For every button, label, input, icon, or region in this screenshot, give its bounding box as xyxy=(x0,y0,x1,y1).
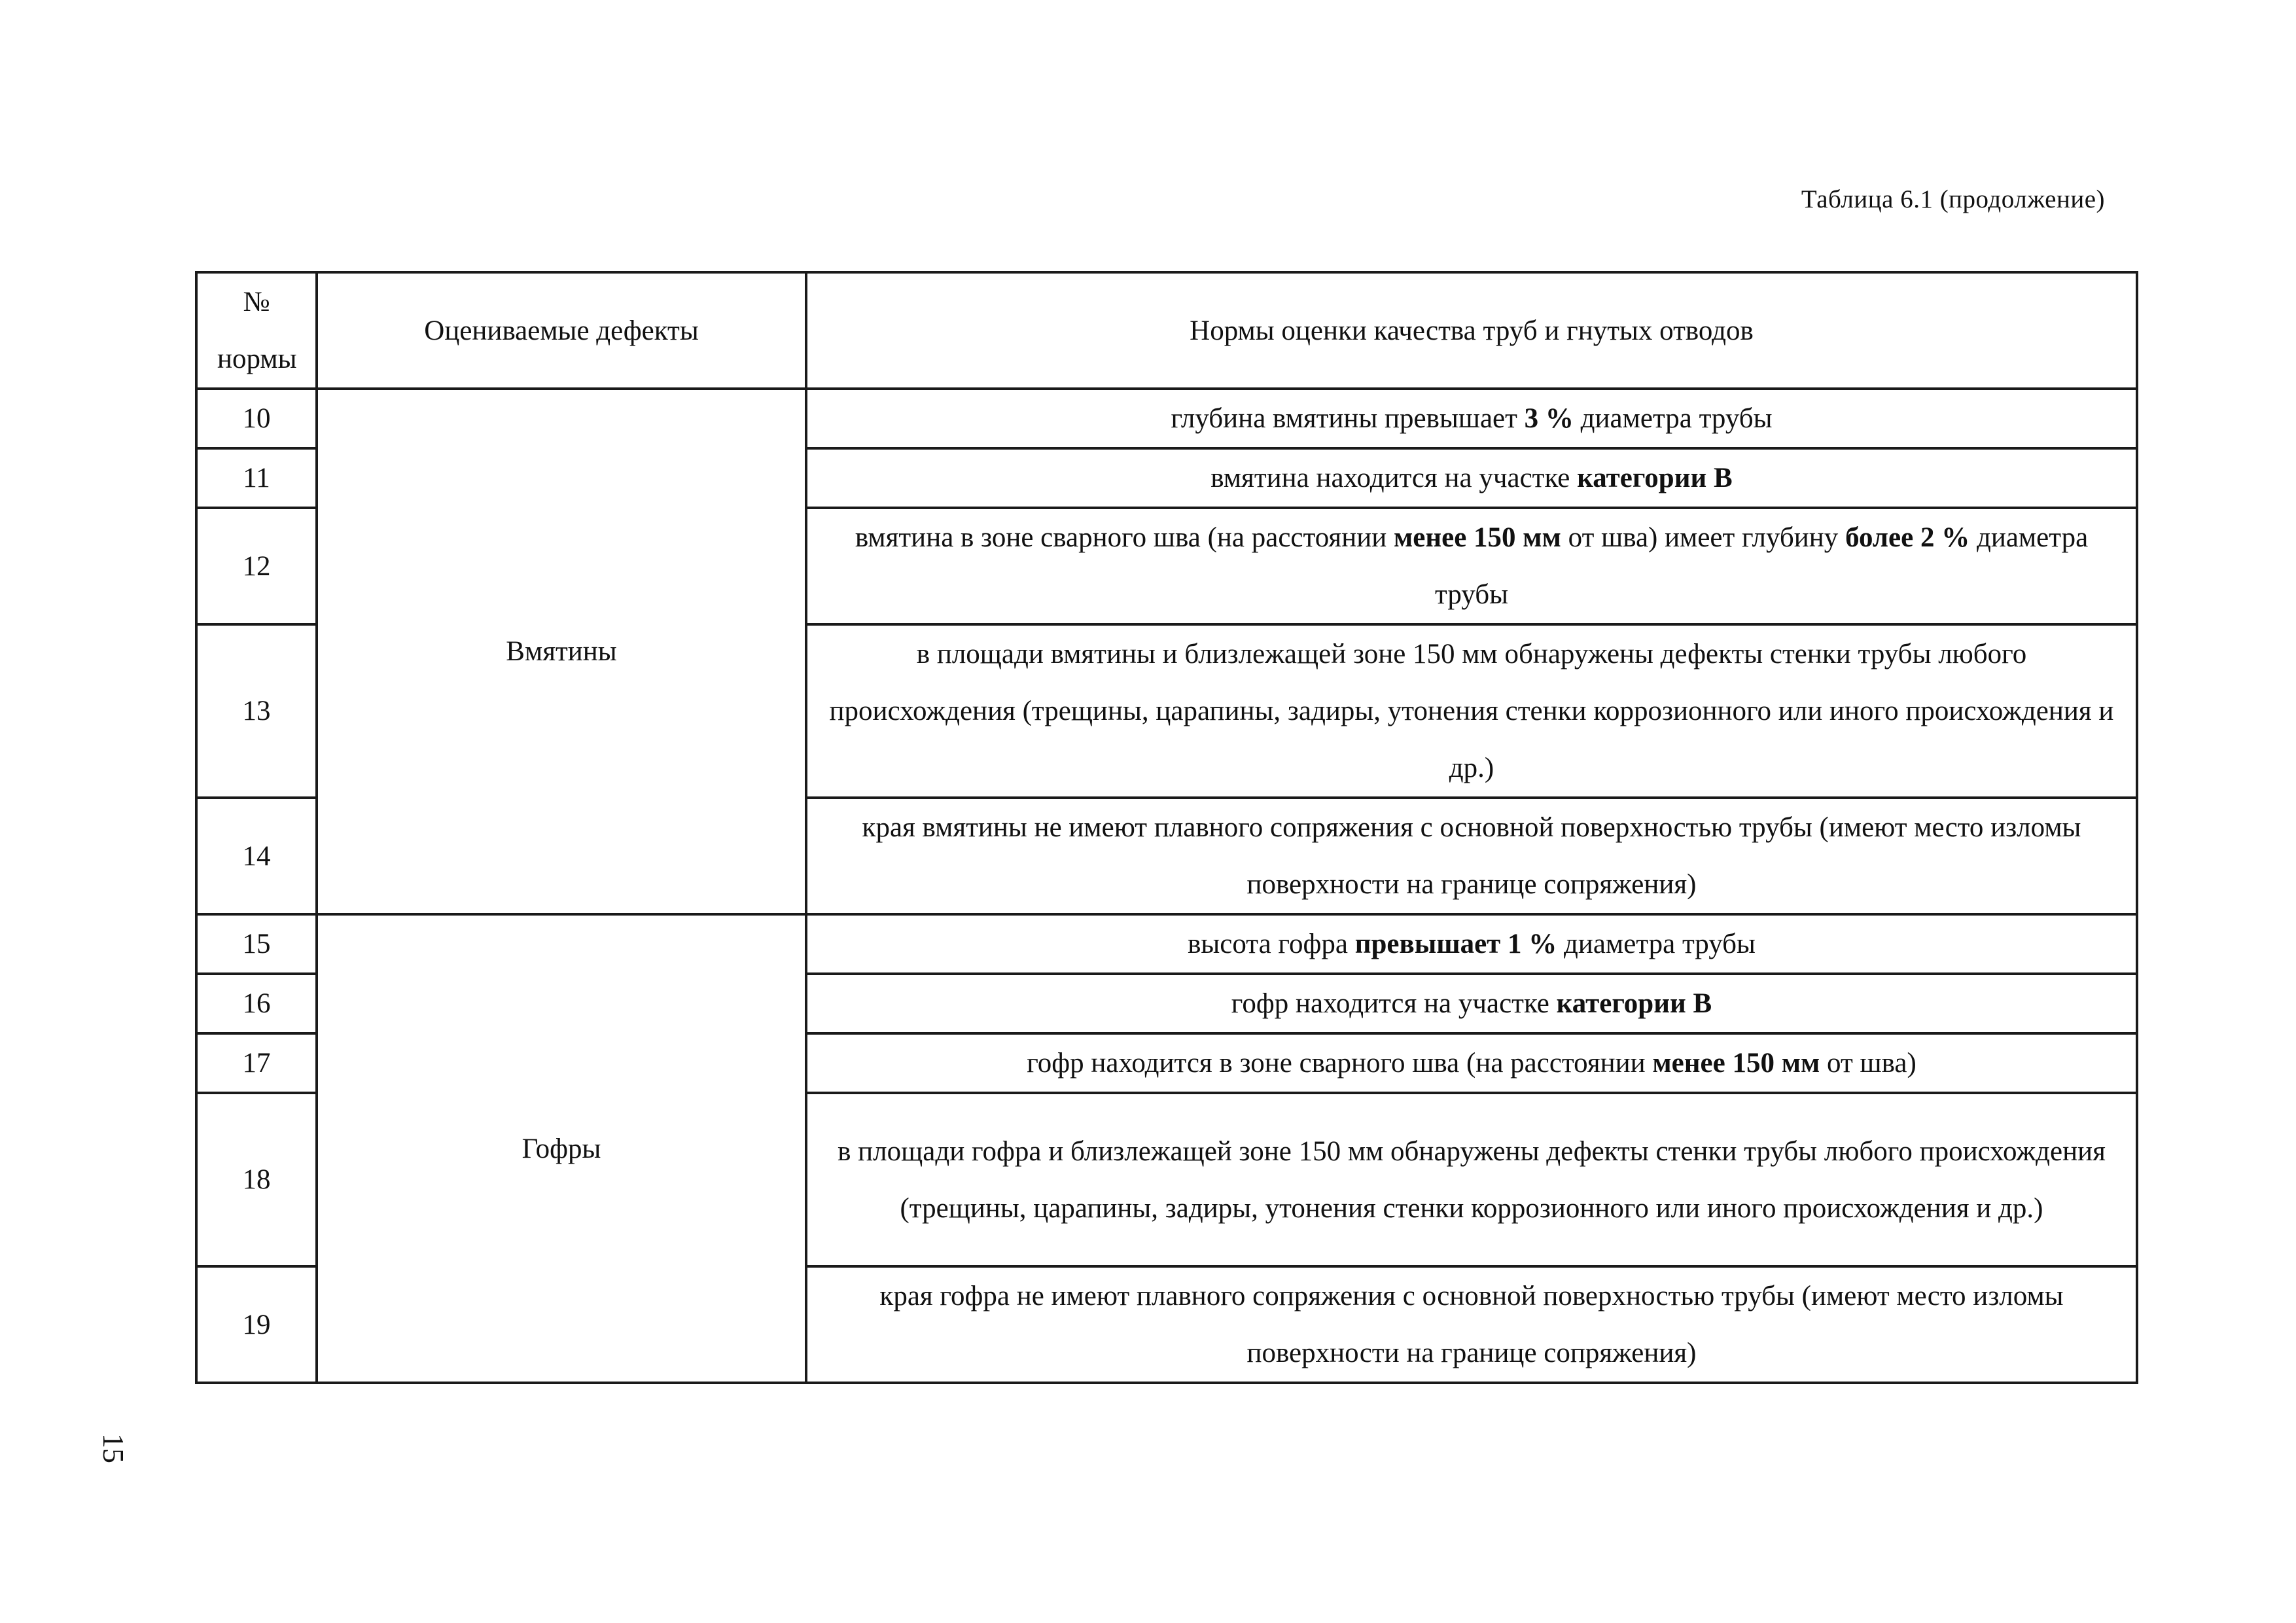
norm-number: 10 xyxy=(196,389,317,448)
header-norm-number-symbol: № xyxy=(243,287,270,317)
norm-text xyxy=(806,974,2137,1033)
norm-text-segment: диаметра трубы xyxy=(1435,522,2089,610)
norm-text xyxy=(806,508,2137,624)
table-row xyxy=(196,389,2137,448)
norm-text-emphasis: категории В xyxy=(1556,988,1712,1019)
norm-text xyxy=(806,914,2137,974)
norm-number: 11 xyxy=(196,448,317,508)
norm-text xyxy=(806,448,2137,508)
norm-text xyxy=(806,1266,2137,1383)
header-norms: Нормы оценки качества труб и гнутых отводов xyxy=(806,272,2137,389)
norm-text-segment: высота гофра xyxy=(1188,929,1355,959)
page-number: 15 xyxy=(97,1433,130,1463)
norm-text-segment: диаметра трубы xyxy=(1573,403,1773,434)
norm-number: 12 xyxy=(196,508,317,624)
norm-text-emphasis: более 2 % xyxy=(1845,522,1970,553)
norm-text xyxy=(806,1033,2137,1093)
norm-text-segment: края гофра не имеют плавного сопряжения с основной поверхностью трубы (имеют место изломы поверхности на границе сопряжения) xyxy=(879,1281,2064,1368)
norm-text-segment: вмятина в зоне сварного шва (на расстоянии xyxy=(855,522,1394,553)
norm-text xyxy=(806,1093,2137,1266)
norm-text-segment: вмятина находится на участке xyxy=(1210,463,1578,493)
norm-number: 18 xyxy=(196,1093,317,1266)
norm-text-segment: от шва) xyxy=(1820,1048,1916,1079)
norm-text xyxy=(806,624,2137,798)
header-norm-number xyxy=(196,272,317,389)
norm-text-segment: в площади вмятины и близлежащей зоне 150 мм обнаружены дефекты стенки трубы любого происхождения (трещины, царапины, задиры, утонения стенки коррозионного или иного происхождения и др.) xyxy=(829,639,2114,783)
norm-text-emphasis: менее 150 мм xyxy=(1393,522,1561,553)
table-header-row xyxy=(196,272,2137,389)
norm-text-segment: глубина вмятины превышает xyxy=(1171,403,1525,434)
norm-text xyxy=(806,798,2137,914)
norm-text-emphasis: категории В xyxy=(1577,463,1733,493)
norm-text xyxy=(806,389,2137,448)
norm-text-segment: диаметра трубы xyxy=(1557,929,1756,959)
table-row xyxy=(196,914,2137,974)
defects-table xyxy=(195,271,2138,1384)
defect-group-dents: Вмятины xyxy=(317,389,806,914)
norm-text-segment: гофр находится в зоне сварного шва (на расстоянии xyxy=(1027,1048,1653,1079)
defect-group-corrugations: Гофры xyxy=(317,914,806,1383)
header-defects: Оцениваемые дефекты xyxy=(317,272,806,389)
norm-text-segment: в площади гофра и близлежащей зоне 150 мм обнаружены дефекты стенки трубы любого происхождения (трещины, царапины, задиры, утонения стенки коррозионного или иного происхождения и др.) xyxy=(838,1135,2106,1224)
norm-text-segment: гофр находится на участке xyxy=(1231,988,1557,1019)
norm-number: 17 xyxy=(196,1033,317,1093)
norm-text-emphasis: превышает 1 % xyxy=(1354,929,1557,959)
norm-text-segment: края вмятины не имеют плавного сопряжения с основной поверхностью трубы (имеют место изломы поверхности на границе сопряжения) xyxy=(862,812,2081,900)
norm-number: 15 xyxy=(196,914,317,974)
norm-number: 13 xyxy=(196,624,317,798)
norm-number: 14 xyxy=(196,798,317,914)
norm-text-segment: от шва) имеет глубину xyxy=(1561,522,1846,553)
norm-number: 19 xyxy=(196,1266,317,1383)
norm-text-emphasis: 3 % xyxy=(1524,403,1574,434)
header-norm-number-word: нормы xyxy=(217,344,297,374)
norm-text-emphasis: менее 150 мм xyxy=(1652,1048,1820,1079)
norm-number: 16 xyxy=(196,974,317,1033)
table-caption: Таблица 6.1 (продолжение) xyxy=(1801,185,2105,213)
